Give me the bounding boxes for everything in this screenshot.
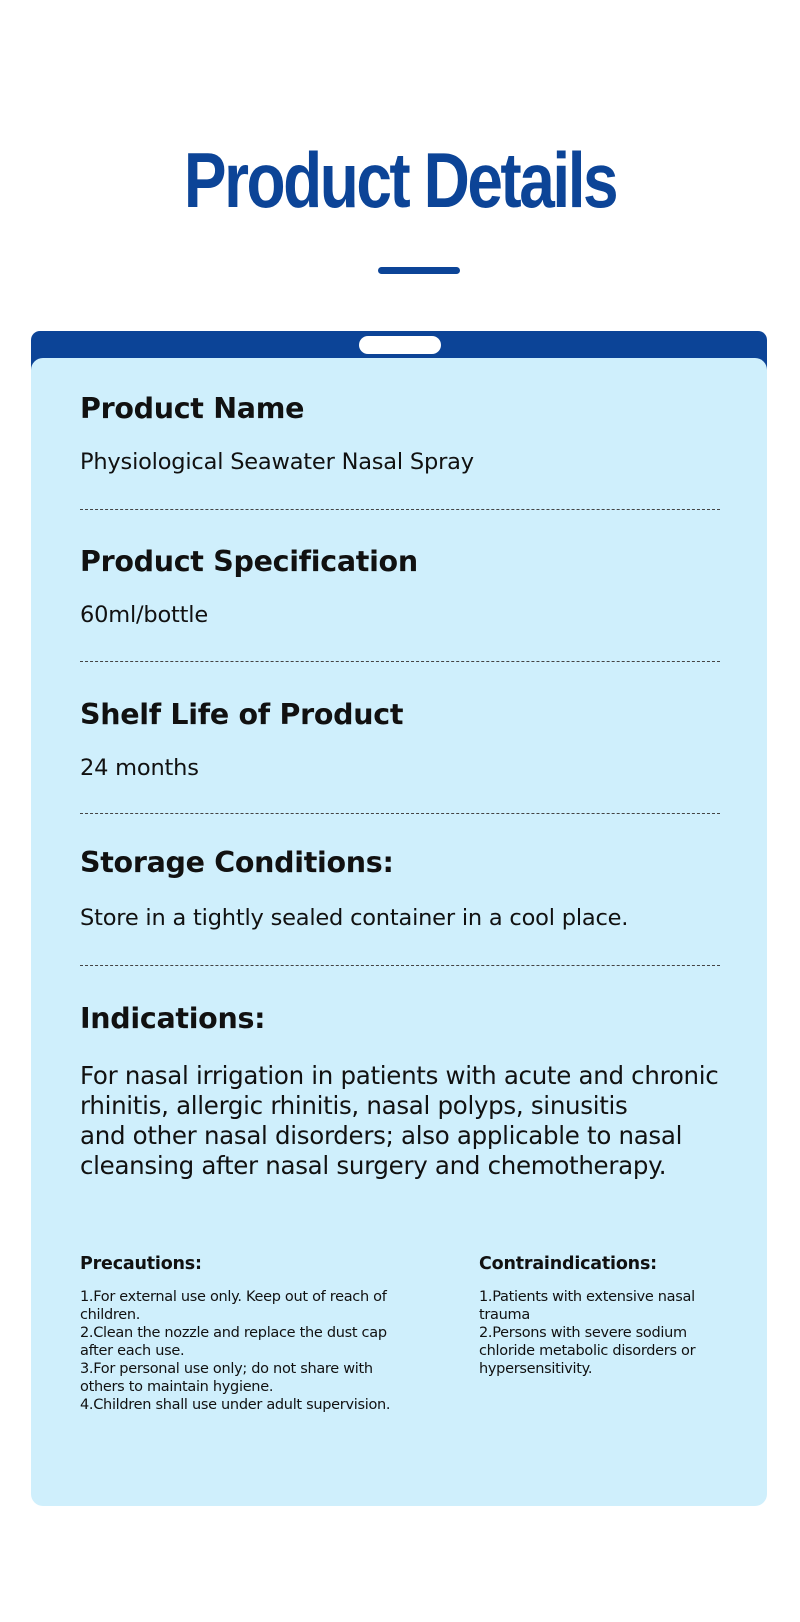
section-value: Store in a tightly sealed container in a cool place. [80,905,629,931]
section-heading: Indications: [80,1002,266,1035]
list-item: 4.Children shall use under adult supervision. [80,1397,391,1413]
section-heading: Product Name [80,392,305,425]
divider [80,965,720,966]
page-title: Product Details [183,136,617,224]
precautions-column [80,1252,410,1414]
list-item: 1.Patients with extensive nasal trauma [479,1289,695,1323]
contraindications-list [479,1288,719,1378]
divider [80,813,720,814]
section-value: 24 months [80,755,199,781]
list-item: 2.Clean the nozzle and replace the dust cap after each use. [80,1325,387,1359]
precautions-heading: Precautions: [80,1254,202,1274]
section-storage-conditions [80,845,720,933]
divider [80,509,720,510]
list-item: 2.Persons with severe sodium chloride metabolic disorders or hypersensitivity. [479,1325,696,1377]
section-shelf-life [80,697,720,783]
precautions-list [80,1288,410,1414]
section-product-name [80,391,720,477]
section-heading: Storage Conditions: [80,846,394,879]
section-heading: Shelf Life of Product [80,698,404,731]
contraindications-heading: Contraindications: [479,1254,657,1274]
contraindications-column [479,1252,719,1378]
section-product-specification [80,544,720,630]
section-value: 60ml/bottle [80,602,208,628]
section-value: Physiological Seawater Nasal Spray [80,449,474,475]
list-item: 3.For personal use only; do not share with others to maintain hygiene. [80,1361,373,1395]
divider [80,661,720,662]
title-underline [378,267,460,274]
card-hanger-slot [359,336,441,354]
section-value: For nasal irrigation in patients with acute and chronic rhinitis, allergic rhinitis, nasal polyps, sinusitis and other nasal disorders; also applicable to nasal cleansing after nasal surgery and chemotherapy. [80,1061,719,1180]
list-item: 1.For external use only. Keep out of reach of children. [80,1289,387,1323]
section-indications [80,1001,730,1181]
section-heading: Product Specification [80,545,418,578]
